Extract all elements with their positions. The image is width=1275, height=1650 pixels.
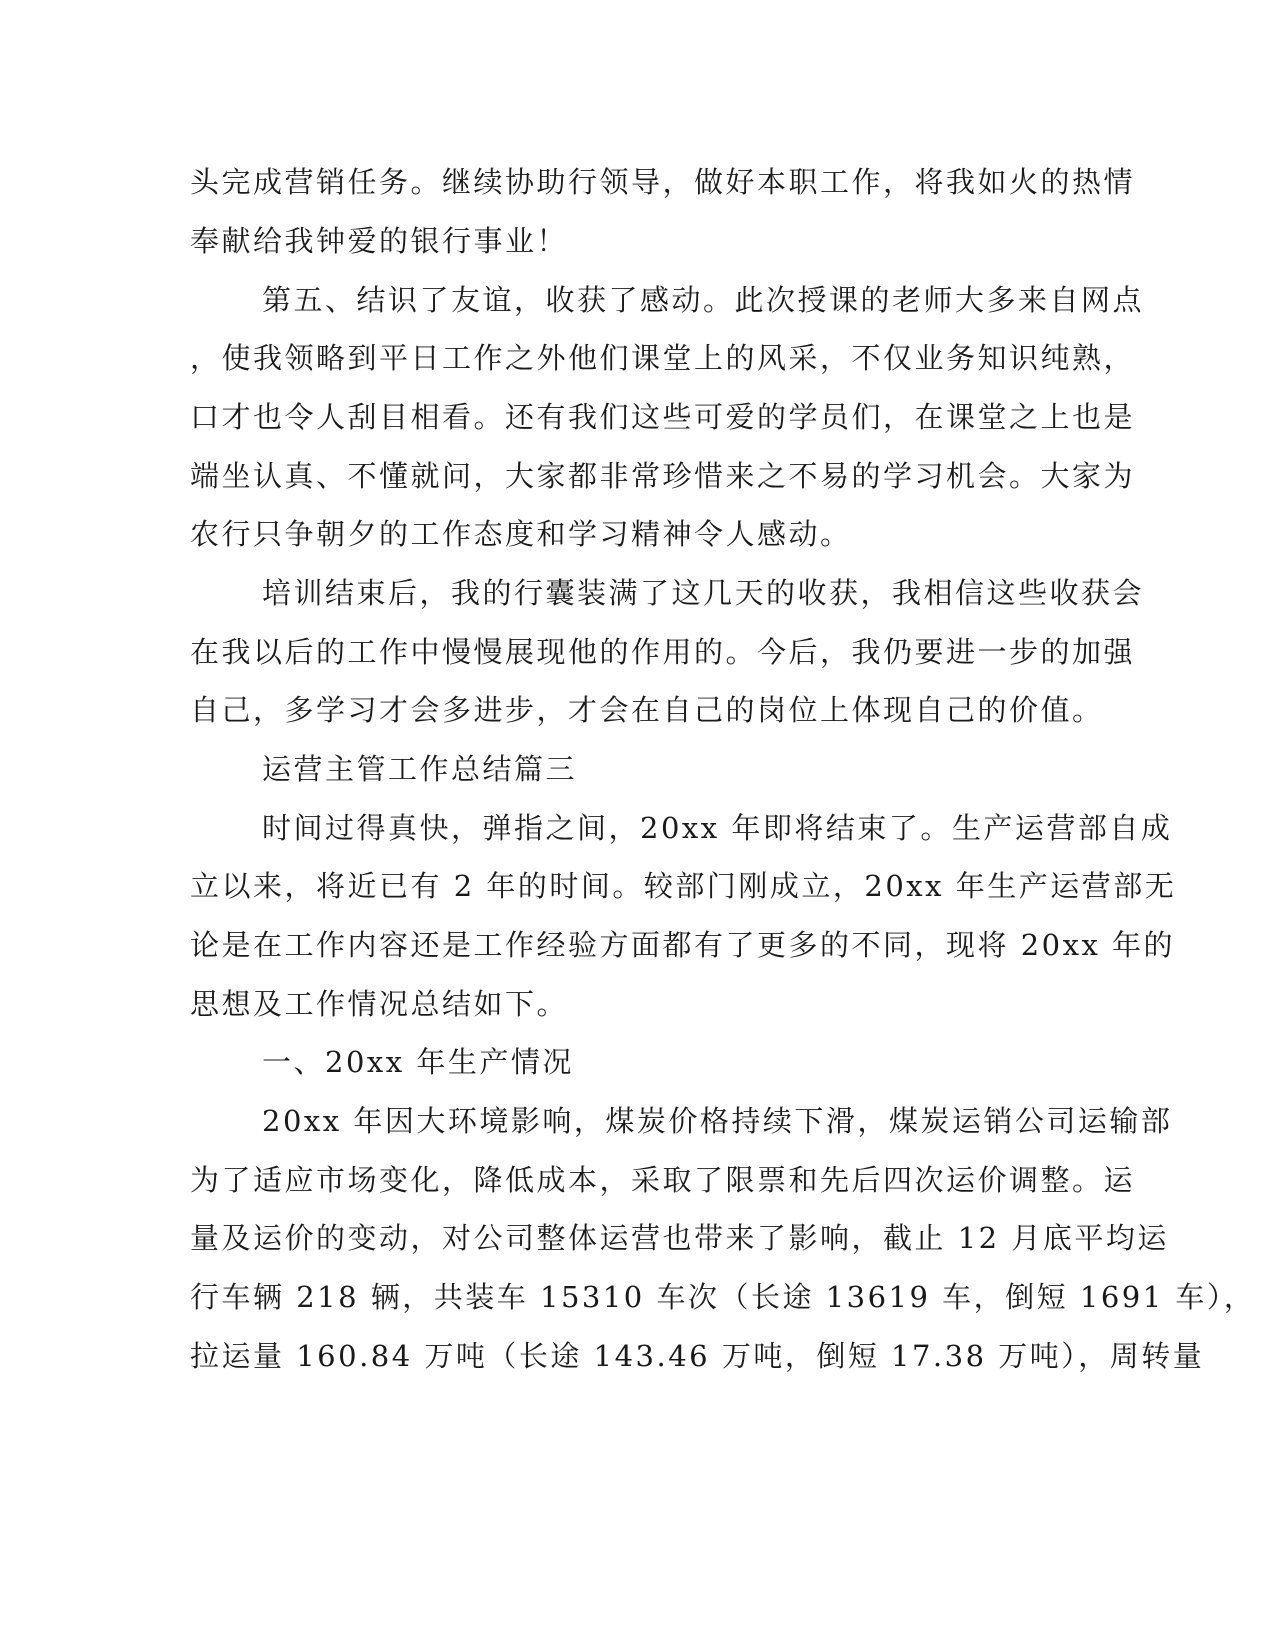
text-line: 量及运价的变动，对公司整体运营也带来了影响，截止 12 月底平均运 xyxy=(190,1221,1169,1255)
paragraph-start: 20xx 年因大环境影响，煤炭价格持续下滑，煤炭运销公司运输部 xyxy=(262,1104,1173,1138)
text-line: 奉献给我钟爱的银行事业！ xyxy=(190,224,569,258)
text-line: 口才也令人刮目相看。还有我们这些可爱的学员们，在课堂之上也是 xyxy=(190,400,1136,434)
text-line: 为了适应市场变化，降低成本，采取了限票和先后四次运价调整。运 xyxy=(190,1163,1136,1197)
paragraph-start: 时间过得真快，弹指之间，20xx 年即将结束了。生产运营部自成 xyxy=(262,811,1173,845)
text-line: ，使我领略到平日工作之外他们课堂上的风采，不仅业务知识纯熟， xyxy=(190,341,1136,375)
text-line: 拉运量 160.84 万吨（长途 143.46 万吨，倒短 17.38 万吨），周转量 xyxy=(190,1339,1205,1373)
subsection-heading: 一、20xx 年生产情况 xyxy=(262,1045,574,1079)
section-heading: 运营主管工作总结篇三 xyxy=(262,752,578,786)
text-line: 在我以后的工作中慢慢展现他的作用的。今后，我仍要进一步的加强 xyxy=(190,635,1136,669)
text-line: 行车辆 218 辆，共装车 15310 车次（长途 13619 车，倒短 1691 车）， xyxy=(190,1280,1256,1314)
text-line: 立以来，将近已有 2 年的时间。较部门刚成立，20xx 年生产运营部无 xyxy=(190,869,1177,903)
paragraph-start: 第五、结识了友谊，收获了感动。此次授课的老师大多来自网点 xyxy=(262,283,1145,317)
paragraph-start: 培训结束后，我的行囊装满了这几天的收获，我相信这些收获会 xyxy=(262,576,1145,610)
text-line: 端坐认真、不懂就问，大家都非常珍惜来之不易的学习机会。大家为 xyxy=(190,459,1136,493)
text-line: 头完成营销任务。继续协助行领导，做好本职工作，将我如火的热情 xyxy=(190,165,1136,199)
text-line: 思想及工作情况总结如下。 xyxy=(190,987,569,1021)
text-line: 论是在工作内容还是工作经验方面都有了更多的不同，现将 20xx 年的 xyxy=(190,928,1176,962)
text-line: 农行只争朝夕的工作态度和学习精神令人感动。 xyxy=(190,517,852,551)
text-line: 自己，多学习才会多进步，才会在自己的岗位上体现自己的价值。 xyxy=(190,693,1104,727)
